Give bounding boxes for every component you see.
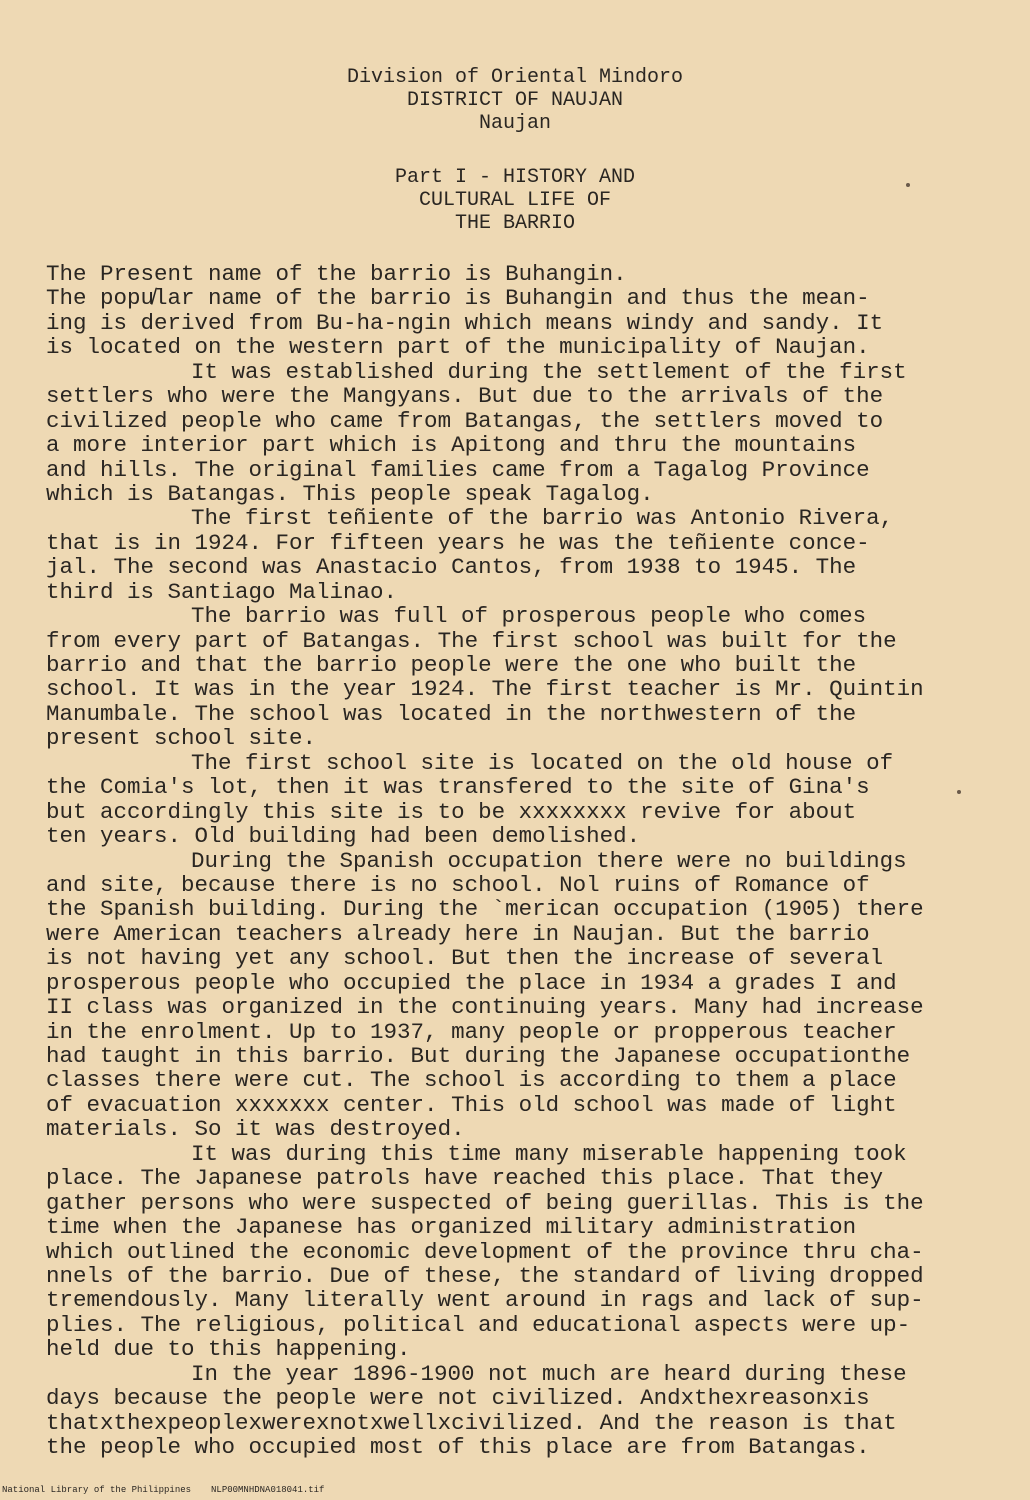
section-title xyxy=(0,166,1030,235)
text-line: gather persons who were suspected of being guerillas. This is the xyxy=(46,1189,924,1216)
section-title-line-3: THE BARRIO xyxy=(454,212,576,235)
paper-speck xyxy=(957,790,961,794)
text-line: In the year 1896-1900 not much are heard during these xyxy=(191,1360,907,1387)
text-line: The first school site is located on the old house of xyxy=(191,749,894,776)
text-line: tremendously. Many literally went around in rags and lack of sup- xyxy=(46,1287,924,1314)
text-line: were American teachers already here in Naujan. But the barrio xyxy=(46,920,870,947)
text-line: the Comia's lot, then it was transfered to the site of Gina's xyxy=(46,774,870,801)
text-line: civilized people who came from Batangas, the settlers moved to xyxy=(46,407,884,434)
text-line: time when the Japanese has organized military administration xyxy=(46,1214,857,1241)
text-line: The Present name of the barrio is Buhangin. xyxy=(46,261,627,287)
text-line: ten years. Old building had been demolished. xyxy=(46,823,641,850)
text-line: days because the people were not civilized. Andxthexreasonxis xyxy=(46,1385,870,1412)
text-line: school. It was in the year 1924. The first teacher is Mr. Quintin xyxy=(46,676,924,703)
text-line: The barrio was full of prosperous people who comes xyxy=(191,603,867,630)
scan-footer xyxy=(2,1485,502,1495)
section-title-line-2: CULTURAL LIFE OF xyxy=(418,189,612,212)
text-line: is not having yet any school. But then the increase of several xyxy=(46,945,884,972)
text-line: in the enrolment. Up to 1937, many people or propperous teacher xyxy=(46,1018,897,1045)
text-line: prosperous people who occupied the place in 1934 a grades I and xyxy=(46,969,897,996)
district-title: DISTRICT OF NAUJAN xyxy=(406,89,624,112)
text-line: of evacuation xxxxxxx center. This old school was made of light xyxy=(46,1091,897,1118)
text-line: II class was organized in the continuing years. Many had increase xyxy=(46,994,924,1021)
text-line: and hills. The original families came from a Tagalog Province xyxy=(46,456,870,483)
file-name: NLP00MNHDNA018041.tif xyxy=(211,1485,325,1495)
text-line: that is in 1924. For fifteen years he was the teñiente conce- xyxy=(46,529,870,556)
text-line: barrio and that the barrio people were the one who built the xyxy=(46,652,857,678)
document-body xyxy=(46,262,1006,1459)
text-line: settlers who were the Mangyans. But due to the arrivals of the xyxy=(46,383,884,410)
text-line: It was during this time many miserable happening took xyxy=(191,1140,907,1167)
text-line: the Spanish building. During the `merican occupation (1905) there xyxy=(46,896,924,923)
text-line: present school site. xyxy=(46,725,317,752)
text-line: classes there were cut. The school is according to them a place xyxy=(46,1067,897,1094)
text-line: a more interior part which is Apitong and thru the mountains xyxy=(46,432,857,459)
text-line: During the Spanish occupation there were no buildings xyxy=(191,847,907,874)
division-title: Division of Oriental Mindoro xyxy=(346,66,684,89)
section-title-line-1: Part I - HISTORY AND xyxy=(394,166,636,189)
text-line: plies. The religious, political and educational aspects were up- xyxy=(46,1311,911,1338)
text-line: nnels of the barrio. Due of these, the standard of living dropped xyxy=(46,1262,924,1289)
town-title: Naujan xyxy=(478,112,551,135)
text-line: third is Santiago Malinao. xyxy=(46,578,398,605)
text-line: had taught in this barrio. But during the Japanese occupationthe xyxy=(46,1043,911,1069)
text-line: The popu̸lar name of the barrio is Buhangin and thus the mean- xyxy=(46,285,870,312)
document-header xyxy=(0,66,1030,135)
library-credit: National Library of the Philippines xyxy=(2,1485,192,1495)
text-line: which is Batangas. This people speak Tagalog. xyxy=(46,480,654,507)
text-line: The first teñiente of the barrio was Antonio Rivera, xyxy=(191,505,894,532)
text-line: the people who occupied most of this place are from Batangas. xyxy=(46,1434,870,1460)
text-line: held due to this happening. xyxy=(46,1336,411,1363)
text-line: from every part of Batangas. The first school was built for the xyxy=(46,627,897,654)
text-line: thatxthexpeoplexwerexnotxwellxcivilized. And the reason is that xyxy=(46,1409,897,1436)
text-line: and site, because there is no school. Nol ruins of Romance of xyxy=(46,871,870,898)
text-line: ing is derived from Bu-ha-ngin which means windy and sandy. It xyxy=(46,309,884,336)
text-line: is located on the western part of the municipality of Naujan. xyxy=(46,334,870,361)
text-line: Manumbale. The school was located in the northwestern of the xyxy=(46,700,857,727)
text-line: jal. The second was Anastacio Cantos, from 1938 to 1945. The xyxy=(46,554,857,581)
text-line: which outlined the economic development of the province thru cha- xyxy=(46,1238,924,1265)
text-line: but accordingly this site is to be xxxxxxxx revive for about xyxy=(46,798,857,825)
text-line: place. The Japanese patrols have reached this place. That they xyxy=(46,1165,884,1192)
text-line: materials. So it was destroyed. xyxy=(46,1116,465,1143)
text-line: It was established during the settlement of the first xyxy=(191,358,907,385)
paper-speck xyxy=(906,183,910,187)
